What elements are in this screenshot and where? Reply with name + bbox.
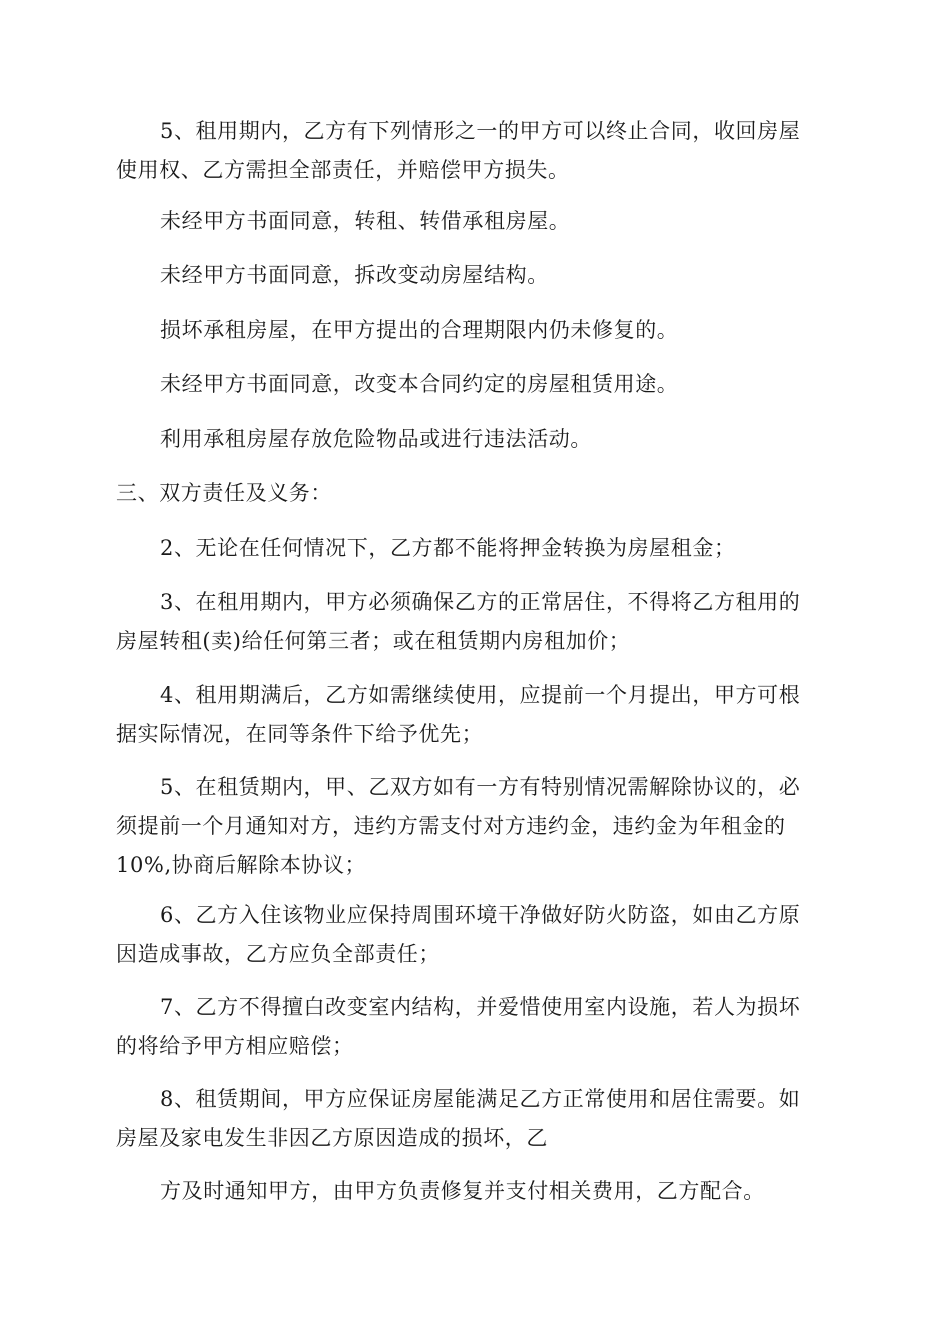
text-line: 房屋转租(卖)给任何第三者；或在租赁期内房租加价； <box>116 629 631 653</box>
paragraph-notify-repair <box>116 1172 828 1211</box>
text-line: 10%,协商后解除本协议； <box>116 853 367 877</box>
section-heading-responsibilities <box>116 474 828 513</box>
text-line: 6、乙方入住该物业应保持周围环境干净做好防火防盗，如由乙方原 <box>160 903 801 927</box>
text-line: 3、在租用期内，甲方必须确保乙方的正常居住，不得将乙方租用的 <box>160 590 801 614</box>
text-line: 未经甲方书面同意，转租、转借承租房屋。 <box>160 209 571 233</box>
text-line: 须提前一个月通知对方，违约方需支付对方违约金，违约金为年租金的 <box>116 814 786 838</box>
paragraph-no-structure-change <box>116 256 828 295</box>
text-line: 房屋及家电发生非因乙方原因造成的损坏，乙 <box>116 1126 548 1150</box>
text-line: 5、租用期内，乙方有下列情形之一的甲方可以终止合同，收回房屋 <box>160 119 801 143</box>
paragraph-illegal-activity <box>116 420 828 459</box>
paragraph-termination-conditions <box>116 112 828 190</box>
paragraph-deposit <box>116 529 828 568</box>
paragraph-repair-duty <box>116 1080 828 1158</box>
paragraph-indoor-structure <box>116 988 828 1066</box>
paragraph-termination-penalty <box>116 768 828 885</box>
text-line: 5、在租赁期内，甲、乙双方如有一方有特别情况需解除协议的，必 <box>160 775 801 799</box>
paragraph-no-sublease <box>116 202 828 241</box>
paragraph-renewal <box>116 676 828 754</box>
text-line: 2、无论在任何情况下，乙方都不能将押金转换为房屋租金； <box>160 536 736 560</box>
section-heading: 三、双方责任及义务： <box>116 481 332 505</box>
text-line: 据实际情况，在同等条件下给予优先； <box>116 722 484 746</box>
paragraph-fire-safety <box>116 896 828 974</box>
paragraph-normal-residence <box>116 583 828 661</box>
text-line: 损坏承租房屋，在甲方提出的合理期限内仍未修复的。 <box>160 318 679 342</box>
text-line: 4、租用期满后，乙方如需继续使用，应提前一个月提出，甲方可根 <box>160 683 801 707</box>
text-line: 8、租赁期间，甲方应保证房屋能满足乙方正常使用和居住需要。如 <box>160 1087 801 1111</box>
text-line: 利用承租房屋存放危险物品或进行违法活动。 <box>160 427 592 451</box>
text-line: 因造成事故，乙方应负全部责任； <box>116 942 440 966</box>
text-line: 方及时通知甲方，由甲方负责修复并支付相关费用，乙方配合。 <box>160 1179 765 1203</box>
text-line: 使用权、乙方需担全部责任，并赔偿甲方损失。 <box>116 158 570 182</box>
text-line: 的将给予甲方相应赔偿； <box>116 1034 354 1058</box>
paragraph-change-usage <box>116 365 828 404</box>
text-line: 未经甲方书面同意，拆改变动房屋结构。 <box>160 263 549 287</box>
text-line: 7、乙方不得擅白改变室内结构，并爱惜使用室内设施，若人为损坏 <box>160 995 801 1019</box>
paragraph-damage-unrepaired <box>116 311 828 350</box>
text-line: 未经甲方书面同意，改变本合同约定的房屋租赁用途。 <box>160 372 679 396</box>
